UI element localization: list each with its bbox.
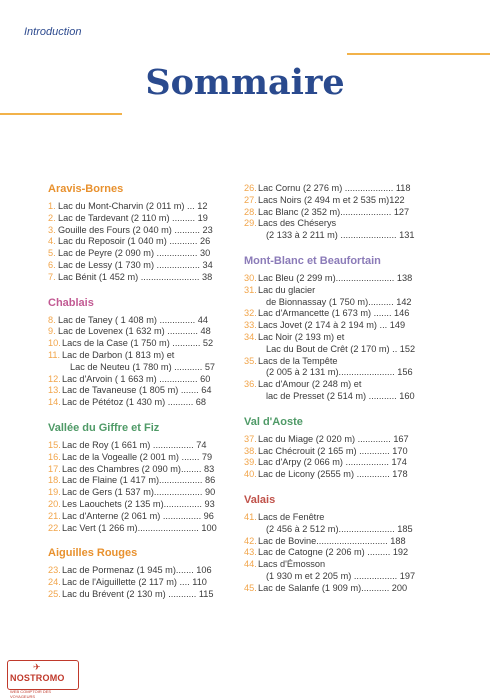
entry-text: Lac Cornu (2 276 m) ................... 118 [258,183,411,193]
entry-text: (2 005 à 2 131 m)...................... 156 [266,367,413,378]
entry-text: Lac de Neuteu (1 780 m) ........... 57 [70,361,216,372]
section-title: Chablais [48,296,94,309]
toc-entry[interactable] [244,583,449,595]
entry-number: 9. [48,326,56,337]
entry-text: Lacs Noirs (2 494 m et 2 535 m)122 [258,194,405,205]
entry-number: 35. [244,355,257,366]
toc-entry[interactable] [48,213,253,225]
entry-text: Lac de Catogne (2 206 m) ......... 192 [258,547,409,558]
toc-right-column [244,183,449,608]
logo-sub: WEB COMPTOIR DES VOYAGEURS [10,689,52,699]
entry-text: Lac de Pormenaz (1 945 m)....... 106 [62,565,212,576]
page-title: Sommaire [145,62,345,103]
toc-entry[interactable] [244,356,449,380]
toc-section [244,255,449,403]
toc-entry[interactable] [48,440,253,452]
entry-text: (2 133 à 2 211 m) ...................... 131 [266,230,415,241]
entry-number: 28. [244,206,257,217]
toc-entry[interactable] [48,452,253,464]
entry-number: 3. [48,224,56,235]
entry-number: 26. [244,183,257,193]
entry-text: Lac Blanc (2 352 m).................... 127 [258,206,410,217]
entry-text: Lac de Tardevant (2 110 m) ......... 19 [58,212,208,223]
entry-number: 44. [244,559,257,570]
entry-text: Lac de Gers (1 537 m)................... 90 [62,487,216,498]
entry-number: 2. [48,212,56,223]
toc-entry[interactable] [48,397,253,409]
toc-section [48,422,253,534]
toc-entry[interactable] [244,273,449,285]
logo-word: NOSTROMO [10,673,65,683]
entry-number: 5. [48,248,56,259]
entry-text: Lac du Bout de Crêt (2 170 m) .. 152 [266,343,416,354]
entry-number: 23. [48,565,61,576]
entry-text: Lac de Darbon (1 813 m) et [62,349,175,360]
entry-number: 31. [244,284,257,295]
logo-mark-icon: ✈ [33,662,41,672]
entry-text: Lac du Miage (2 020 m) ............. 167 [258,433,409,444]
entry-number: 20. [48,498,61,509]
toc-entry[interactable] [48,487,253,499]
entry-text: Lac de Lovenex (1 632 m) ............ 48 [58,326,211,337]
entry-number: 37. [244,433,257,444]
toc-section [48,547,253,600]
entry-number: 14. [48,397,61,408]
publisher-logo [7,660,77,699]
toc-entry[interactable] [244,559,449,583]
entry-number: 13. [48,385,61,396]
toc-section [48,183,253,284]
toc-section [244,494,449,595]
entry-text: Lacs de la Case (1 750 m) ........... 52 [62,338,214,349]
entry-text: Lac de Tavaneuse (1 805 m) ....... 64 [62,385,212,396]
entry-text: Lacs Jovet (2 174 à 2 194 m) ... 149 [258,320,406,331]
entry-number: 21. [48,510,61,521]
entry-text: (2 456 à 2 512 m)...................... 185 [266,523,413,534]
toc-entry[interactable] [48,225,253,237]
entry-text: Lac de Lessy (1 730 m) ................. 34 [58,259,213,270]
section-title: Aravis-Bornes [48,183,124,195]
entry-text: Lacs des Chéserys [258,218,337,229]
toc-entry[interactable] [48,236,253,248]
toc-entry[interactable] [244,446,449,458]
toc-entry[interactable] [244,379,449,403]
toc-entry[interactable] [244,308,449,320]
toc-entry[interactable] [48,565,253,577]
toc-entry[interactable] [244,218,449,242]
toc-entry[interactable] [48,201,253,213]
entry-text: Lac de la Vogealle (2 001 m) ....... 79 [62,451,213,462]
toc-entry[interactable] [244,547,449,559]
entry-number: 36. [244,379,257,390]
entry-number: 42. [244,535,257,546]
toc-entry[interactable] [244,457,449,469]
entry-number: 39. [244,457,257,468]
toc-entry[interactable] [48,272,253,284]
toc-entry[interactable] [48,523,253,535]
entry-number: 22. [48,522,61,533]
entry-text: Lac du Mont-Charvin (2 011 m) ... 12 [58,201,208,211]
entry-text: lac de Presset (2 514 m) ........... 160 [266,390,415,401]
toc-entry[interactable] [48,326,253,338]
toc-entry[interactable] [48,464,253,476]
toc-entry[interactable] [48,385,253,397]
toc-entry[interactable] [244,183,449,195]
title-rule [0,113,122,115]
section-title: Valais [244,493,276,506]
toc-entry[interactable] [244,536,449,548]
toc-section [48,297,253,409]
entry-number: 30. [244,272,257,283]
entry-text: Lac de Bovine............................ 188 [258,535,406,546]
entry-text: Lacs de Fenêtre [258,511,325,522]
entry-text: Lac Bénit (1 452 m) ....................... 38 [58,271,213,282]
entry-text: Lac Noir (2 193 m) et [258,331,345,342]
entry-text: Lac de Salanfe (1 909 m)........... 200 [258,582,408,593]
entry-number: 27. [244,194,257,205]
section-title: Vallée du Giffre et Fiz [48,421,160,434]
toc-entry[interactable] [48,260,253,272]
toc-entry[interactable] [244,434,449,446]
toc-section [244,183,449,242]
entry-number: 8. [48,314,56,325]
entry-text: Lac Chécrouit (2 165 m) ............ 170 [258,445,408,456]
entry-text: Lacs de la Tempête [258,355,338,366]
intro-label: Introduction [24,26,82,38]
toc-entry[interactable] [48,374,253,386]
entry-number: 16. [48,451,61,462]
toc-entry[interactable] [48,338,253,350]
entry-number: 41. [244,511,257,522]
entry-text: Lac de Pététoz (1 430 m) .......... 68 [62,397,207,408]
toc-entry[interactable] [244,195,449,207]
entry-text: Lac d'Arvoin ( 1 663 m) ............... 60 [62,373,211,384]
entry-text: Lac d'Anterne (2 061 m) ............... 96 [62,510,214,521]
toc-left-column [48,183,253,614]
toc-entry[interactable] [244,320,449,332]
entry-number: 32. [244,308,257,319]
entry-number: 17. [48,463,61,474]
toc-entry[interactable] [244,285,449,309]
toc-entry[interactable] [48,511,253,523]
entry-text: Lac d'Amour (2 248 m) et [258,379,362,390]
entry-text: de Bionnassay (1 750 m).......... 142 [266,296,412,307]
entry-text: Lac du Reposoir (1 040 m) ........... 26 [58,236,211,247]
entry-number: 10. [48,338,61,349]
entry-text: Lac Vert (1 266 m)........................ 100 [62,522,217,533]
entry-text: Lac d'Arpy (2 066 m) ................. 174 [258,457,407,468]
toc-entry[interactable] [48,350,253,374]
entry-text: (1 930 m et 2 205 m) ................. 197 [266,570,416,581]
entry-text: Lac du glacier [258,284,316,295]
entry-number: 38. [244,445,257,456]
entry-number: 4. [48,236,56,247]
entry-number: 25. [48,588,61,599]
toc-entry[interactable] [244,207,449,219]
entry-text: Lac d'Armancette (1 673 m) ....... 146 [258,308,410,319]
entry-number: 45. [244,582,257,593]
entry-number: 15. [48,439,61,450]
entry-number: 11. [48,349,61,360]
entry-number: 12. [48,373,61,384]
toc-entry[interactable] [244,512,449,536]
entry-text: Lac de Roy (1 661 m) ................ 74 [62,439,207,450]
entry-text: Lac du Brévent (2 130 m) ........... 115 [62,588,214,599]
toc-section [244,416,449,481]
entry-number: 29. [244,218,257,229]
entry-number: 43. [244,547,257,558]
toc-entry[interactable] [244,469,449,481]
entry-number: 18. [48,475,61,486]
entry-text: Gouille des Fours (2 040 m) .......... 23 [58,224,213,235]
section-title: Aiguilles Rouges [48,547,138,560]
entry-number: 40. [244,469,257,480]
entry-number: 19. [48,487,61,498]
entry-text: Lac de Licony (2555 m) ............. 178 [258,469,408,480]
entry-text: Lac de Peyre (2 090 m) ................ 30 [58,248,211,259]
entry-text: Lac des Chambres (2 090 m)........ 83 [62,463,215,474]
entry-text: Lac de l'Aiguillette (2 117 m) .... 110 [62,577,207,588]
entry-text: Lac de Flaine (1 417 m)................. 86 [62,475,216,486]
entry-text: Lacs d'Émosson [258,559,326,570]
entry-number: 33. [244,320,257,331]
toc-entry[interactable] [48,315,253,327]
toc-entry[interactable] [48,475,253,487]
toc-entry[interactable] [48,248,253,260]
section-title: Val d'Aoste [244,415,303,428]
entry-number: 7. [48,271,56,282]
toc-entry[interactable] [244,332,449,356]
toc-entry[interactable] [48,499,253,511]
toc-entry[interactable] [48,577,253,589]
entry-text: Les Laouchets (2 135 m)............... 93 [62,498,215,509]
entry-text: Lac Bleu (2 299 m)....................... 138 [258,272,413,283]
toc-entry[interactable] [48,589,253,601]
entry-number: 24. [48,577,61,588]
entry-number: 6. [48,259,56,270]
entry-text: Lac de Taney ( 1 408 m) .............. 44 [58,314,208,325]
section-title: Mont-Blanc et Beaufortain [244,254,381,267]
top-rule [347,53,490,55]
entry-number: 1. [48,201,56,211]
entry-number: 34. [244,331,257,342]
